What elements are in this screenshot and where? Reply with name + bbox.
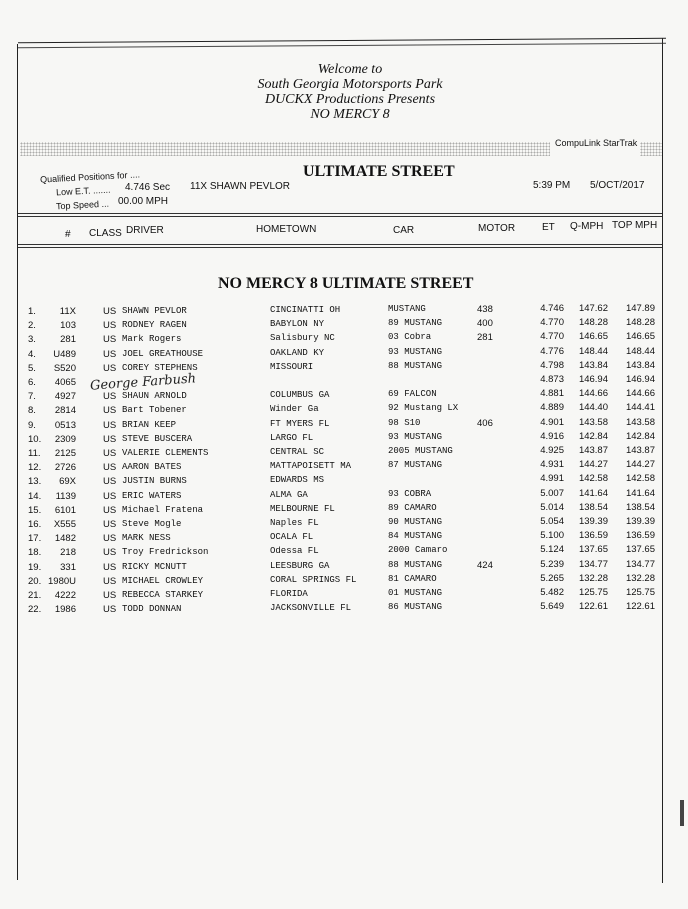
header-divider-bottom2 (18, 247, 662, 248)
row-class: US (103, 448, 117, 459)
table-row (0, 601, 688, 618)
row-motor: 400 (477, 318, 493, 330)
col-header-topmph: TOP MPH (612, 220, 658, 231)
row-qmph: 122.61 (578, 601, 608, 613)
row-hometown: BABYLON NY (270, 319, 325, 330)
row-driver: COREY STEPHENS (122, 362, 198, 373)
col-header-class: CLASS (89, 228, 122, 239)
row-driver: JUSTIN BURNS (122, 476, 187, 487)
row-class: US (103, 391, 117, 403)
row-car-number: 2814 (54, 405, 76, 417)
qualified-label: Qualified Positions for .... (39, 169, 141, 185)
row-et: 5.482 (540, 587, 564, 598)
row-car-number: 4065 (54, 377, 76, 388)
row-qmph: 143.87 (578, 445, 608, 456)
row-hometown: LEESBURG GA (270, 560, 330, 571)
row-hometown: MELBOURNE FL (270, 503, 335, 514)
row-driver: Steve Mogle (122, 519, 182, 529)
row-car-number: 0513 (54, 419, 76, 431)
row-driver: STEVE BUSCERA (122, 433, 193, 444)
row-hometown: Odessa FL (270, 546, 319, 557)
header-line-track: South Georgia Motorsports Park (257, 77, 443, 92)
row-et: 4.889 (540, 402, 564, 414)
row-driver: Troy Fredrickson (122, 547, 209, 558)
row-top-mph: 148.44 (625, 345, 655, 357)
row-class: US (103, 604, 117, 616)
row-car-number: 69X (59, 476, 76, 488)
header-line-event: NO MERCY 8 (310, 107, 390, 122)
row-hometown: CORAL SPRINGS FL (270, 574, 357, 585)
low-et-value: 4.746 Sec (125, 182, 171, 193)
row-car: 90 MUSTANG (388, 517, 443, 527)
row-hometown: ALMA GA (270, 489, 308, 500)
row-car-number: 331 (60, 561, 76, 573)
row-class: US (103, 476, 117, 488)
row-position: 4. (28, 348, 36, 360)
handwritten-note: George Farbush (89, 371, 197, 394)
report-date: 5/OCT/2017 (590, 180, 645, 191)
row-et: 4.776 (540, 345, 564, 357)
header-divider-top (18, 213, 662, 214)
row-et: 5.014 (540, 501, 564, 513)
row-et: 5.007 (540, 487, 564, 499)
row-et: 4.873 (540, 374, 564, 385)
row-qmph: 148.28 (578, 317, 608, 329)
row-car: 93 MUSTANG (388, 346, 443, 357)
row-qmph: 132.28 (578, 572, 608, 584)
dot-pattern-band-right (640, 142, 662, 156)
col-header-driver: DRIVER (126, 225, 164, 236)
header-line-welcome: Welcome to (317, 62, 383, 77)
row-class: US (103, 419, 117, 431)
row-car-number: U489 (53, 348, 76, 360)
row-top-mph: 143.84 (625, 359, 655, 371)
row-position: 3. (28, 334, 36, 346)
row-position: 8. (28, 405, 36, 417)
row-class: US (103, 504, 117, 516)
row-car: 89 CAMARO (388, 502, 437, 513)
row-et: 5.124 (540, 544, 564, 556)
row-top-mph: 142.84 (625, 430, 655, 442)
row-car: 93 MUSTANG (388, 431, 443, 442)
row-et: 5.100 (540, 530, 564, 542)
row-car: 88 MUSTANG (388, 559, 443, 570)
row-car: MUSTANG (388, 304, 426, 314)
row-car: 01 MUSTANG (388, 588, 443, 598)
row-qmph: 137.65 (578, 544, 608, 556)
row-motor: 424 (477, 559, 493, 571)
row-position: 5. (28, 362, 36, 374)
row-driver: MICHAEL CROWLEY (122, 575, 204, 586)
row-qmph: 139.39 (578, 516, 608, 527)
row-et: 4.901 (540, 416, 564, 428)
row-car-number: 2125 (54, 448, 76, 459)
row-car-number: S520 (53, 362, 76, 374)
row-motor: 438 (477, 304, 493, 315)
col-header-car: CAR (393, 225, 415, 236)
row-driver: SHAWN PEVLOR (122, 306, 187, 316)
race-title: NO MERCY 8 ULTIMATE STREET (218, 275, 474, 292)
row-driver: AARON BATES (122, 462, 182, 473)
row-class: US (103, 575, 117, 587)
row-top-mph: 137.65 (625, 544, 655, 556)
row-car: 92 Mustang LX (388, 403, 459, 414)
row-qmph: 144.40 (578, 402, 608, 414)
row-car-number: 1139 (55, 490, 76, 502)
row-qmph: 138.54 (578, 501, 608, 513)
row-et: 4.991 (540, 473, 564, 485)
row-et: 5.265 (540, 572, 564, 584)
row-qmph: 143.58 (578, 416, 608, 428)
row-class: US (103, 533, 117, 545)
row-car: 81 CAMARO (388, 573, 437, 584)
row-car: 86 MUSTANG (388, 602, 443, 613)
row-hometown: CINCINATTI OH (270, 305, 341, 315)
row-et: 4.925 (540, 445, 564, 456)
row-position: 12. (28, 462, 42, 474)
row-driver: JOEL GREATHOUSE (122, 348, 204, 359)
row-et: 5.649 (540, 601, 564, 613)
header-divider-top2 (18, 216, 662, 217)
row-qmph: 143.84 (578, 359, 608, 371)
dot-pattern-band (20, 142, 550, 156)
row-car-number: 2309 (54, 433, 76, 445)
row-position: 19. (28, 561, 42, 573)
row-class: US (103, 547, 117, 559)
row-car: 93 COBRA (388, 488, 432, 499)
row-car-number: 11X (59, 306, 76, 317)
row-qmph: 142.84 (578, 430, 608, 442)
row-car: 2005 MUSTANG (388, 446, 453, 456)
row-class: US (103, 348, 117, 360)
row-et: 4.916 (540, 430, 564, 442)
row-position: 21. (28, 590, 42, 601)
top-speed-value: 00.00 MPH (118, 196, 169, 207)
row-car: 98 S10 (388, 417, 421, 428)
row-position: 9. (28, 419, 36, 431)
row-car-number: 1482 (54, 533, 76, 545)
row-top-mph: 138.54 (625, 501, 655, 513)
row-class: US (103, 490, 117, 502)
row-position: 10. (28, 433, 42, 445)
row-hometown: Naples FL (270, 518, 319, 528)
row-driver: ERIC WATERS (122, 490, 182, 501)
row-driver: Mark Rogers (122, 334, 182, 345)
row-class: US (103, 362, 117, 374)
row-hometown: JACKSONVILLE FL (270, 603, 352, 614)
row-class: US (103, 405, 117, 417)
row-class: US (103, 306, 117, 317)
row-hometown: OAKLAND KY (270, 347, 325, 358)
row-car-number: 1980U (48, 575, 76, 587)
row-qmph: 142.58 (578, 473, 608, 485)
row-position: 20. (28, 575, 42, 587)
timing-system-label: CompuLink StarTrak (555, 138, 638, 148)
row-top-mph: 136.59 (625, 530, 655, 542)
row-class: US (103, 519, 117, 530)
row-car: 84 MUSTANG (388, 531, 443, 542)
row-top-mph: 146.65 (625, 331, 655, 343)
row-class: US (103, 320, 117, 332)
row-top-mph: 125.75 (625, 587, 655, 598)
row-position: 13. (28, 476, 42, 488)
row-et: 5.239 (540, 558, 564, 570)
row-position: 16. (28, 519, 42, 530)
row-position: 2. (28, 320, 36, 332)
row-et: 4.746 (540, 303, 564, 314)
row-qmph: 148.44 (578, 345, 608, 357)
event-header (200, 62, 500, 122)
row-hometown: OCALA FL (270, 532, 314, 543)
row-position: 14. (28, 490, 42, 502)
row-hometown: Winder Ga (270, 404, 319, 415)
row-position: 22. (28, 604, 42, 616)
row-qmph: 134.77 (578, 558, 608, 570)
row-qmph: 141.64 (578, 487, 608, 499)
row-driver: Michael Fratena (122, 504, 204, 515)
row-position: 18. (28, 547, 42, 559)
row-car-number: 4927 (54, 391, 76, 403)
row-hometown: FLORIDA (270, 589, 308, 599)
row-car-number: 103 (60, 320, 76, 332)
row-et: 4.931 (540, 459, 564, 471)
col-header-hometown: HOMETOWN (256, 224, 317, 235)
top-speed-label: Top Speed ... (55, 198, 110, 212)
row-position: 11. (28, 448, 41, 459)
row-position: 17. (28, 533, 42, 545)
row-et: 4.770 (540, 331, 564, 343)
row-position: 1. (28, 306, 36, 317)
col-header-pos: # (65, 229, 71, 240)
row-top-mph: 143.58 (625, 416, 655, 428)
row-et: 5.054 (540, 516, 564, 527)
report-time: 5:39 PM (533, 180, 571, 191)
row-driver: RODNEY RAGEN (122, 320, 187, 331)
row-top-mph: 142.58 (625, 473, 655, 485)
row-top-mph: 141.64 (625, 487, 655, 499)
low-et-label: Low E.T. ....... (55, 184, 111, 198)
row-car: 69 FALCON (388, 389, 437, 400)
row-qmph: 144.27 (578, 459, 608, 471)
row-position: 7. (28, 391, 36, 403)
row-hometown: EDWARDS MS (270, 475, 325, 486)
row-car-number: 2726 (54, 462, 76, 474)
row-top-mph: 144.66 (625, 388, 655, 400)
row-driver: SHAUN ARNOLD (122, 391, 187, 402)
row-driver: VALERIE CLEMENTS (122, 448, 209, 458)
row-car-number: 4222 (54, 590, 76, 601)
row-position: 15. (28, 504, 42, 516)
row-motor: 406 (477, 417, 493, 429)
row-class: US (103, 433, 117, 445)
row-top-mph: 122.61 (625, 601, 655, 613)
row-hometown: COLUMBUS GA (270, 390, 330, 401)
row-class: US (103, 561, 117, 573)
row-class: US (103, 334, 117, 346)
row-top-mph: 143.87 (625, 445, 655, 456)
row-car: 89 MUSTANG (388, 318, 443, 329)
row-top-mph: 146.94 (625, 374, 655, 385)
row-driver: MARK NESS (122, 533, 171, 544)
row-qmph: 146.65 (578, 331, 608, 343)
row-driver: RICKY MCNUTT (122, 561, 187, 572)
row-car: 88 MUSTANG (388, 360, 443, 371)
row-position: 6. (28, 377, 36, 388)
row-driver: Bart Tobener (122, 405, 187, 416)
row-top-mph: 132.28 (625, 572, 655, 584)
col-header-motor: MOTOR (478, 223, 516, 234)
row-top-mph: 144.41 (625, 402, 655, 414)
row-car-number: X555 (53, 519, 76, 530)
row-motor: 281 (477, 332, 493, 344)
row-car-number: 1986 (54, 604, 76, 616)
row-top-mph: 134.77 (625, 558, 655, 570)
row-hometown: FT MYERS FL (270, 418, 330, 429)
row-top-mph: 139.39 (625, 516, 655, 527)
row-driver: REBECCA STARKEY (122, 590, 204, 600)
row-top-mph: 147.89 (625, 303, 655, 314)
col-header-et: ET (542, 222, 555, 233)
class-title: ULTIMATE STREET (303, 163, 455, 180)
header-line-producer: DUCKX Productions Presents (264, 92, 436, 107)
row-car-number: 281 (60, 334, 76, 346)
col-header-qmph: Q-MPH (570, 221, 604, 232)
row-et: 4.798 (540, 359, 564, 371)
row-driver: BRIAN KEEP (122, 419, 177, 430)
row-hometown: MISSOURI (270, 361, 314, 372)
row-qmph: 146.94 (578, 374, 608, 385)
row-car: 87 MUSTANG (388, 460, 443, 471)
row-hometown: LARGO FL (270, 432, 314, 443)
low-et-holder: 11X SHAWN PEVLOR (190, 181, 291, 192)
row-qmph: 144.66 (578, 388, 608, 400)
row-et: 4.770 (540, 317, 564, 329)
header-divider-bottom (18, 244, 662, 245)
row-et: 4.881 (540, 388, 564, 400)
top-border-line-inner (18, 43, 666, 49)
row-car: 2000 Camaro (388, 545, 448, 556)
row-hometown: MATTAPOISETT MA (270, 461, 352, 472)
row-top-mph: 148.28 (625, 317, 655, 329)
row-car-number: 6101 (54, 504, 76, 516)
row-hometown: CENTRAL SC (270, 447, 325, 457)
row-qmph: 125.75 (578, 587, 608, 598)
row-driver: TODD DONNAN (122, 604, 182, 615)
row-qmph: 136.59 (578, 530, 608, 542)
row-top-mph: 144.27 (625, 459, 655, 471)
row-class: US (103, 462, 117, 474)
row-car-number: 218 (60, 547, 76, 559)
row-hometown: Salisbury NC (270, 333, 335, 344)
row-qmph: 147.62 (578, 303, 608, 314)
row-car: 03 Cobra (388, 332, 432, 343)
scan-edge-mark (680, 800, 684, 826)
row-class: US (103, 590, 117, 601)
